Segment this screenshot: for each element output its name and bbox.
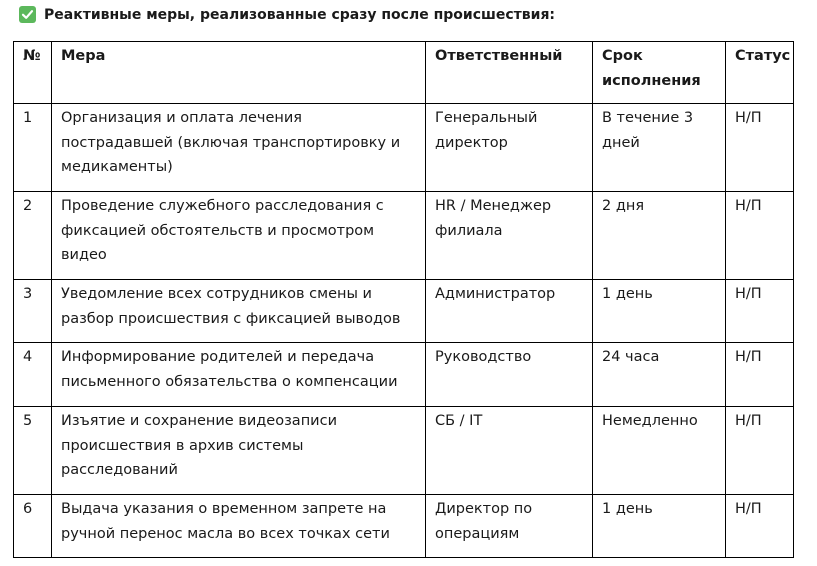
table-row — [14, 343, 794, 407]
cell-num: 5 — [14, 407, 52, 495]
cell-measure: Организация и оплата лечения пострадавшей (включая транспортировку и медикаменты) — [52, 104, 426, 192]
cell-responsible: Администратор — [426, 280, 593, 343]
check-mark-icon — [19, 6, 36, 23]
table-row — [14, 280, 794, 343]
section-title: Реактивные меры, реализованные сразу после происшествия: — [44, 6, 556, 23]
cell-measure: Уведомление всех сотрудников смены и разбор происшествия с фиксацией выводов — [52, 280, 426, 343]
cell-measure: Изъятие и сохранение видеозаписи происшествия в архив системы расследований — [52, 407, 426, 495]
table-row — [14, 495, 794, 558]
cell-responsible: Директор по операциям — [426, 495, 593, 558]
cell-num: 3 — [14, 280, 52, 343]
header-status: Статус — [726, 42, 794, 104]
measures-table — [13, 41, 794, 558]
table-row — [14, 192, 794, 280]
table-header-row — [14, 42, 794, 104]
cell-responsible: СБ / IT — [426, 407, 593, 495]
cell-measure: Выдача указания о временном запрете на ручной перенос масла во всех точках сети — [52, 495, 426, 558]
cell-measure: Информирование родителей и передача письменного обязательства о компенсации — [52, 343, 426, 407]
cell-deadline: 24 часа — [593, 343, 726, 407]
header-num: № — [14, 42, 52, 104]
cell-num: 6 — [14, 495, 52, 558]
cell-measure: Проведение служебного расследования с фиксацией обстоятельств и просмотром видео — [52, 192, 426, 280]
table-row — [14, 104, 794, 192]
cell-deadline: 1 день — [593, 495, 726, 558]
cell-status: Н/П — [726, 104, 794, 192]
cell-status: Н/П — [726, 495, 794, 558]
cell-status: Н/П — [726, 192, 794, 280]
section-heading — [19, 6, 555, 23]
cell-status: Н/П — [726, 280, 794, 343]
cell-deadline: 1 день — [593, 280, 726, 343]
cell-responsible: HR / Менеджер филиала — [426, 192, 593, 280]
cell-num: 2 — [14, 192, 52, 280]
cell-responsible: Генеральный директор — [426, 104, 593, 192]
cell-responsible: Руководство — [426, 343, 593, 407]
cell-status: Н/П — [726, 343, 794, 407]
header-responsible: Ответственный — [426, 42, 593, 104]
cell-num: 1 — [14, 104, 52, 192]
header-measure: Мера — [52, 42, 426, 104]
header-deadline: Срок исполнения — [593, 42, 726, 104]
cell-status: Н/П — [726, 407, 794, 495]
cell-num: 4 — [14, 343, 52, 407]
cell-deadline: Немедленно — [593, 407, 726, 495]
cell-deadline: В течение 3 дней — [593, 104, 726, 192]
table-row — [14, 407, 794, 495]
cell-deadline: 2 дня — [593, 192, 726, 280]
